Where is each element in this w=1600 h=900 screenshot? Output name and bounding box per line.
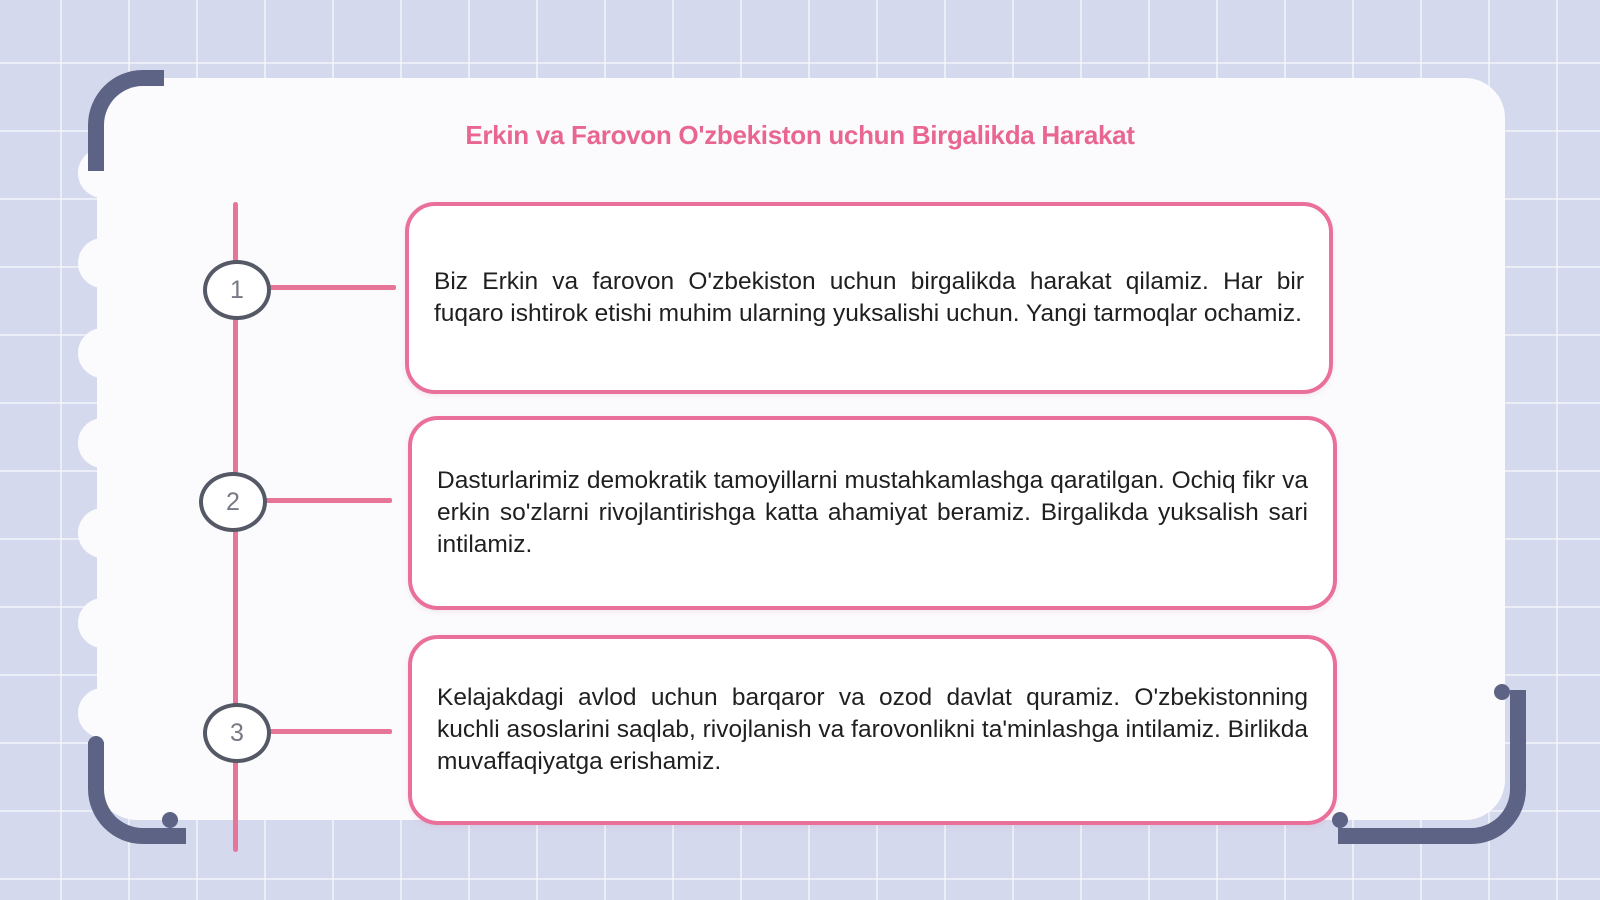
step-text: Biz Erkin va farovon O'zbekiston uchun birgalikda harakat qilamiz. Har bir fuqaro ishtirok etishi muhim ularning yuksalishi uchun. Yangi tarmoqlar ochamiz.: [434, 268, 1304, 327]
timeline-connector: [266, 285, 396, 290]
step-card-2: [408, 416, 1337, 610]
step-text: Dasturlarimiz demokratik tamoyillarni mustahkamlashga qaratilgan. Ochiq fikr va erkin so'zlarni rivojlantirishga katta ahamiyat beramiz. Birgalikda yuksalish sari intilamiz.: [437, 467, 1308, 558]
corner-bracket-bottom-left: [88, 742, 186, 844]
notebook-scallop: [78, 418, 128, 468]
corner-bracket-bottom-right: [1338, 690, 1526, 844]
notebook-scallop: [78, 598, 128, 648]
bracket-cap: [138, 70, 154, 86]
bracket-cap: [1332, 812, 1348, 828]
notebook-scallop: [78, 328, 128, 378]
step-number-1: 1: [203, 260, 271, 320]
step-card-3: [408, 635, 1337, 825]
bracket-cap: [88, 736, 104, 752]
bracket-cap: [1494, 684, 1510, 700]
notebook-scallop: [78, 688, 128, 738]
notebook-scallop: [78, 508, 128, 558]
timeline-connector: [266, 729, 392, 734]
timeline-connector: [262, 498, 392, 503]
step-number-3: 3: [203, 703, 271, 763]
bracket-cap: [88, 148, 104, 164]
step-text: Kelajakdagi avlod uchun barqaror va ozod davlat quramiz. O'zbekistonning kuchli asoslarini saqlab, rivojlanish va farovonlikni ta'minlashga intilamiz. Birlikda muvaffaqiyatga erishamiz.: [437, 684, 1308, 775]
step-number-2: 2: [199, 472, 267, 532]
bracket-cap: [162, 812, 178, 828]
notebook-scallop: [78, 238, 128, 288]
slide-title: Erkin va Farovon O'zbekiston uchun Birgalikda Harakat: [465, 120, 1135, 150]
step-card-1: [405, 202, 1333, 394]
